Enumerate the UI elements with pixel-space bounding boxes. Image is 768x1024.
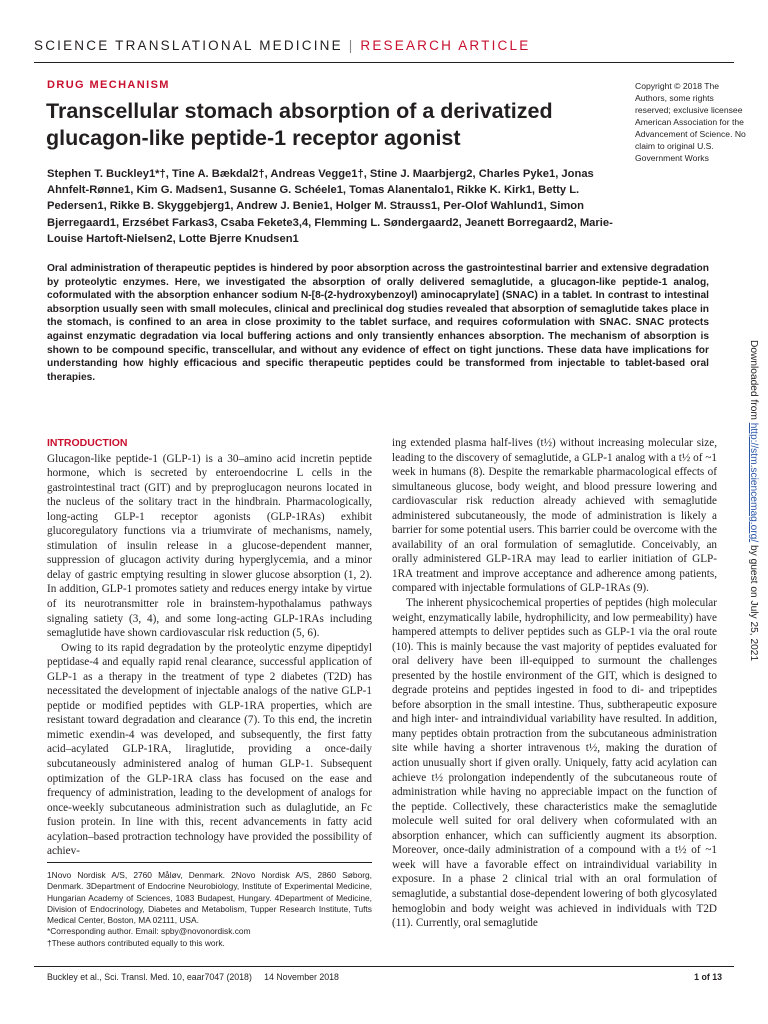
article-title: Transcellular stomach absorption of a derivatized glucagon-like peptide-1 receptor agonist xyxy=(46,99,553,150)
introduction-heading: INTRODUCTION xyxy=(47,437,128,449)
download-link[interactable]: http://stm.sciencemag.org/ xyxy=(748,422,759,543)
article-type: RESEARCH ARTICLE xyxy=(360,38,531,53)
left-column xyxy=(47,436,372,859)
download-note-suffix: by guest on July 25, 2021 xyxy=(748,542,759,662)
citation-footer: Buckley et al., Sci. Transl. Med. 10, eaar7047 (2018) 14 November 2018 xyxy=(47,972,339,982)
section-label: DRUG MECHANISM xyxy=(47,79,170,91)
right-column xyxy=(392,436,717,931)
copyright-notice: Copyright © 2018 The Authors, some rights reserved; exclusive licensee American Association for the Advancement of Science. No claim to original U.S. Government Works xyxy=(635,81,746,163)
body-paragraph: The inherent physicochemical properties of peptides (high molecular weight, enzymatically labile, hydrophilicity, and low permeability) have hampered attempts to deliver peptides such as GLP-1 via the oral route (10). This is mainly because the vast majority of peptides evaluated for oral delivery have been ill-equipped to surmount the challenges presented by the hostile environment of the GIT, which is designed to degrade proteins and peptides ingested in food to di- and tripeptides before absorption in the small intestine. Thus, subtherapeutic exposure and high inter- and intraindividual variability have resulted. In addition, many peptides obtain protraction from the subcutaneous administration site while having a shorter intravenous t½, making the duration of action unusually short if given orally. Uniquely, fatty acid acylation can achieve t½ prolongation independently of the subcutaneous route of administration while having no appreciable impact on the function of the peptide. Collectively, these characteristics make the semaglutide molecule well suited for oral delivery when coformulated with an absorption enhancer, which can sufficiently augment its absorption. Moreover, once-daily administration of a compound with a t½ of ~1 week will have a favorable effect on intraindividual variability in exposure. In a phase 2 clinical trial with an oral formulation of semaglutide, a substantial dose-dependent lowering of both glycosylated hemoglobin and body weight was achieved in individuals with T2D (11). Currently, oral semaglutide xyxy=(392,597,717,930)
download-note xyxy=(748,340,759,661)
download-note-prefix: Downloaded from xyxy=(748,340,759,423)
footer-rule xyxy=(34,966,734,967)
body-paragraph: ing extended plasma half-lives (t½) without increasing molecular size, leading to the discovery of semaglutide, a GLP-1 analog with a t½ of ~1 week in humans (8). Despite the remarkable pharmacological effects of simultaneous glucose, body weight, and blood pressure lowering and cardiovascular risk reduction already achieved with semaglutide administered subcutaneously, the mode of administration is likely a barrier for some potential users. This barrier could be overcome with the availability of an oral formulation of semaglutide. Conceivably, an orally administered GLP-1RA may lead to earlier initiation of GLP-1RA treatment and improve acceptance and adherence among patients, compared with injectable formulations of GLP-1RAs (9). xyxy=(392,437,717,595)
footnote-rule xyxy=(47,862,372,863)
header-separator: | xyxy=(342,38,361,53)
page-number: 1 of 13 xyxy=(694,972,722,982)
author-list: Stephen T. Buckley1*†, Tine A. Bækdal2†, Andreas Vegge1†, Stine J. Maarbjerg2, Charles Pyke1, Jonas Ahnfelt-Rønne1, Kim G. Madsen1, Susanne G. Schéele1, Tomas Alanentalo1, Rikke K. Kirk1, Betty L. Pedersen1, Rikke B. Skyggebjerg1, Andrew J. Benie1, Holger M. Strauss1, Per-Olof Wahlund1, Simon Bjerregaard1, Erzsébet Farkas3, Csaba Fekete3,4, Flemming L. Søndergaard2, Jeanett Borregaard2, Marie-Louise Hartoft-Nielsen2, Lotte Bjerre Knudsen1 xyxy=(47,168,613,245)
header-rule xyxy=(34,62,734,63)
affiliation-footnotes: 1Novo Nordisk A/S, 2760 Måløv, Denmark. 2Novo Nordisk A/S, 2860 Søborg, Denmark. 3Department of Endocrine Neurobiology, Institute of Experimental Medicine, Hungarian Academy of Sciences, 1083 Budapest, Hungary. 4Department of Medicine, Division of Endocrinology, Diabetes and Metabolism, Tupper Research Institute, Tufts Medical Center, Boston, MA 02111, USA. *Corresponding author. Email: spby@novonordisk.com †These authors contributed equally to this work. xyxy=(47,870,372,948)
body-paragraph: Owing to its rapid degradation by the proteolytic enzyme dipeptidyl peptidase-4 and equally rapid renal clearance, successful application of GLP-1 as a therapy in the treatment of type 2 diabetes (T2D) has necessitated the development of injectable analogs of the native GLP-1 peptide or modified peptides with GLP-1RA properties, which are resistant toward degradation and clearance (7). To this end, the incretin mimetic exendin-4 was developed, and subsequently, the first fatty acid–acylated GLP-1RA, liraglutide, providing a once-daily subcutaneously administered analog of human GLP-1. Subsequent optimization of the GLP-1RA class has focused on the ease and frequency of administration, leading to the development of analogs for once-weekly subcutaneous administration such as dulaglutide, an Fc fusion protein. In line with this, recent advancements in fatty acid acylation–based protraction technology have provided the possibility of achiev- xyxy=(47,641,372,858)
journal-header xyxy=(34,38,734,53)
body-paragraph: Glucagon-like peptide-1 (GLP-1) is a 30–amino acid incretin peptide hormone, which is secreted by enteroendocrine L cells in the gastrointestinal tract (GIT) and by preproglucagon neurons located in the nucleus of the solitary tract in the hindbrain. Pharmacologically, long-acting GLP-1 receptor agonists (GLP-1RAs) exhibit glucoregulatory functions via a triumvirate of mechanisms, namely, stimulation of insulin release in a glucose-dependent manner, suppression of glucagon activity during hyperglycemia, and a minor delay of gastric emptying resulting in slower glucose absorption (1, 2). In addition, GLP-1 promotes satiety and reduces energy intake by virtue of its neurotransmitter role in brainstem-hypothalamus pathways signaling satiety (3, 4), and some long-acting GLP-1RAs including semaglutide have shown cardiovascular risk reduction (5, 6). xyxy=(47,452,372,640)
journal-name: SCIENCE TRANSLATIONAL MEDICINE xyxy=(34,38,343,53)
abstract: Oral administration of therapeutic peptides is hindered by poor absorption across the gastrointestinal barrier and extensive degradation by proteolytic enzymes. Here, we investigated the absorption of orally delivered semaglutide, a glucagon-like peptide-1 analog, coformulated with the absorption enhancer sodium N-[8-(2-hydroxybenzoyl) aminocaprylate] (SNAC) in a tablet. In contrast to intestinal absorption usually seen with small molecules, clinical and preclinical dog studies revealed that absorption of semaglutide takes place in the stomach, is confined to an area in close proximity to the tablet surface, and requires coformulation with SNAC. SNAC protects against enzymatic degradation via local buffering actions and only transiently enhances absorption. The mechanism of absorption is shown to be compound specific, transcellular, and without any evidence of effect on tight junctions. These data have implications for understanding how highly efficacious and specific therapeutic peptides could be transformed from injectable to tablet-based oral therapies. xyxy=(47,263,709,383)
